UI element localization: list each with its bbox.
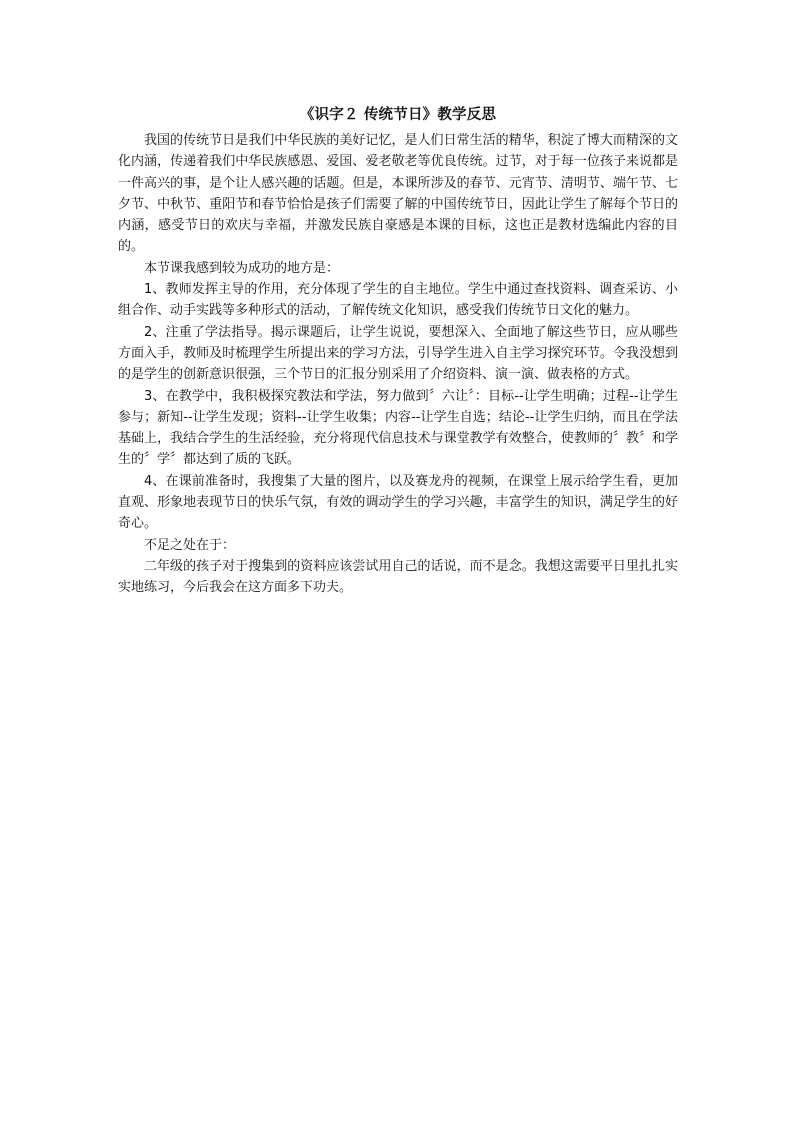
point-3-paragraph: 3、在教学中，我积极探究教法和学法，努力做到〞六让〞：目标--让学生明确；过程--让学生参与；新知--让学生发现；资料--让学生收集；内容--让学生自选；结论--让学生归纳，而且在学法基础上，我结合学生的生活经验，充分将现代信息技术与课堂教学有效整合，使教师的〞教〞和学生的〞学〞都达到了质的飞跃。 xyxy=(118,388,678,468)
document-title: 《识字２ 传统节日》教学反思 xyxy=(299,106,497,123)
point-2-paragraph: 2、注重了学法指导。揭示课题后，让学生说说，要想深入、全面地了解这些节日，应从哪些方面入手，教师及时梳理学生所提出来的学习方法，引导学生进入自主学习探究环节。令我没想到的是学生的创新意识很强，三个节日的汇报分别采用了介绍资料、演一演、做表格的方式。 xyxy=(118,324,678,383)
intro-paragraph: 我国的传统节日是我们中华民族的美好记忆，是人们日常生活的精华，积淀了博大而精深的文化内涵，传递着我们中华民族感恩、爱国、爱老敬老等优良传统。过节，对于每一位孩子来说都是一件高兴的事，是个让人感兴趣的话题。但是，本课所涉及的春节、元宵节、清明节、端午节、七夕节、中秋节、重阳节和春节恰恰是孩子们需要了解的中国传统节日，因此让学生了解每个节日的内涵，感受节日的欢庆与幸福，并激发民族自豪感是本课的目标，这也正是教材选编此内容的目的。 xyxy=(118,133,678,255)
point-1-paragraph: 1、教师发挥主导的作用，充分体现了学生的自主地位。学生中通过查找资料、调查采访、小组合作、动手实践等多种形式的活动，了解传统文化知识，感受我们传统节日文化的魅力。 xyxy=(118,282,678,319)
shortcoming-heading-paragraph: 不足之处在于： xyxy=(144,537,236,553)
success-heading-paragraph: 本节课我感到较为成功的地方是： xyxy=(144,260,340,276)
point-4-paragraph: 4、在课前准备时，我搜集了大量的图片，以及赛龙舟的视频，在课堂上展示给学生看，更加直观、形象地表现节日的快乐气氛，有效的调动学生的学习兴趣，丰富学生的知识，满足学生的好奇心。 xyxy=(118,473,678,532)
shortcoming-paragraph: 二年级的孩子对于搜集到的资料应该尝试用自己的话说，而不是念。我想这需要平日里扎扎实实地练习，今后我会在这方面多下功夫。 xyxy=(118,558,678,596)
document-body xyxy=(118,104,678,599)
